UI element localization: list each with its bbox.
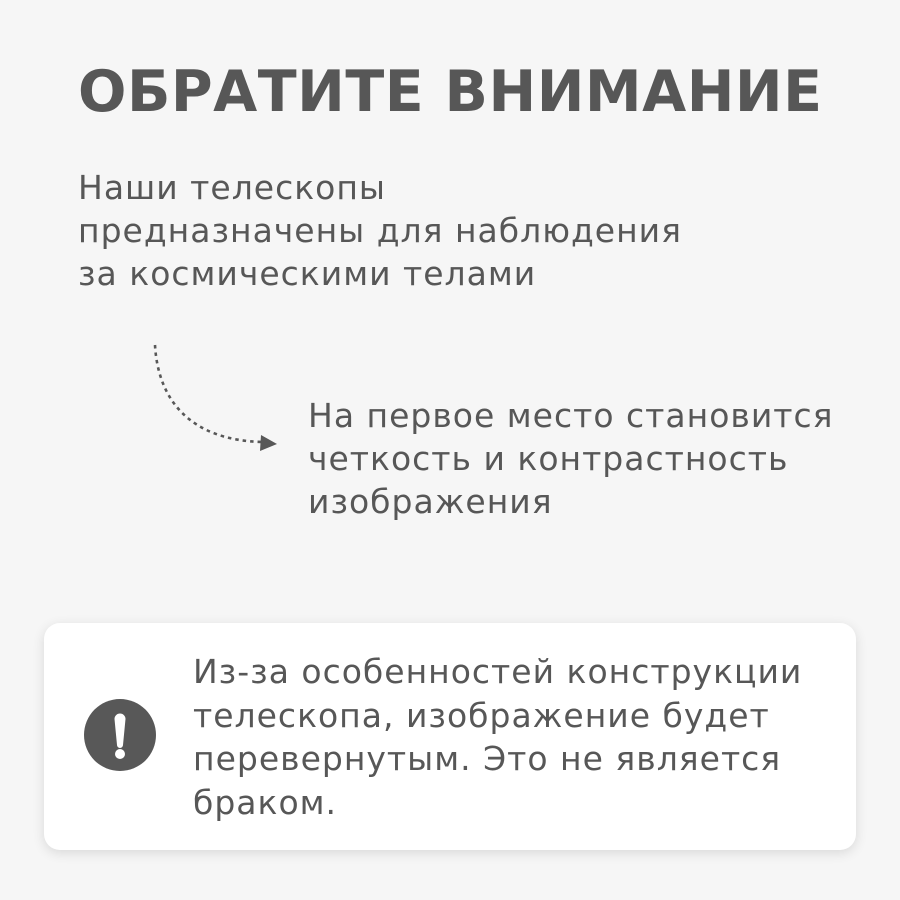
notice-line: телескопа, изображение будет: [193, 695, 770, 735]
notice-text: [193, 650, 802, 824]
notice-line: браком.: [193, 782, 338, 822]
intro-line: за космическими телами: [78, 254, 537, 293]
callout-line: изображения: [308, 482, 553, 521]
dotted-curved-arrow-icon: [140, 335, 285, 460]
exclamation-circle-icon: [84, 699, 156, 771]
callout-text: [308, 394, 834, 523]
notice-line: перевернутым. Это не является: [193, 739, 782, 778]
intro-line: Наши телескопы: [78, 168, 386, 207]
callout-line: На первое место становится: [308, 396, 834, 435]
arrow-dotted-line: [155, 345, 262, 442]
notice-line: Из-за особенностей конструкции: [193, 652, 803, 691]
page-title: ОБРАТИТЕ ВНИМАНИЕ: [78, 59, 823, 125]
intro-line: предназначены для наблюдения: [78, 211, 682, 250]
intro-text: [78, 166, 682, 295]
callout-line: четкость и контрастность: [308, 439, 789, 478]
notice-card: [44, 623, 856, 850]
arrow-head: [260, 435, 277, 451]
